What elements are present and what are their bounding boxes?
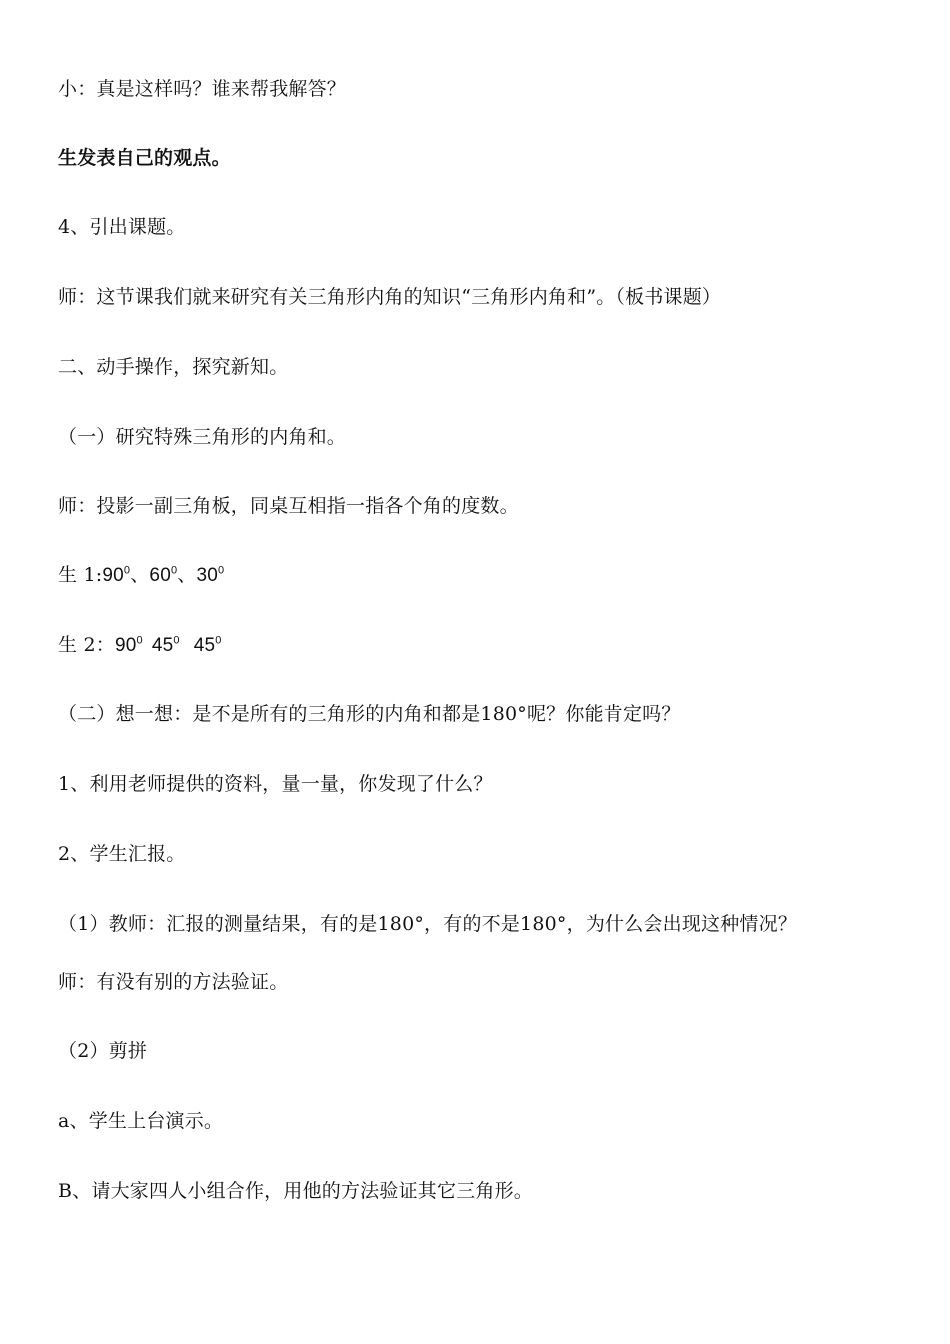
student-2-angle-3: 45 [193,635,216,656]
paragraph-students-express: 生发表自己的观点。 [58,147,231,169]
subsection-cut-and-paste: （2）剪拼 [58,1040,148,1062]
list-item-measure: 1、利用老师提供的资料，量一量，你发现了什么？ [58,773,493,795]
list-item-group-work: B、请大家四人小组合作，用他的方法验证其它三角形。 [58,1180,533,1202]
paragraph-student-2 [58,633,222,658]
subsection-special-triangles: （一）研究特殊三角形的内角和。 [58,426,347,448]
paragraph-other-method: 师：有没有别的方法验证。 [58,971,289,993]
paragraph-teacher-topic: 师：这节课我们就来研究有关三角形内角的知识“三角形内角和”。（板书课题） [58,286,722,308]
student-1-sup-1: 0 [123,564,131,577]
student-1-prefix: 生 1: [58,564,103,586]
student-1-angle-2: 60 [149,565,171,586]
list-item-demo: a、学生上台演示。 [58,1110,224,1132]
student-2-sup-3: 0 [215,634,222,647]
section-heading-hands-on: 二、动手操作，探究新知。 [58,356,289,378]
student-1-sup-3: 0 [218,564,225,577]
list-item-report: 2、学生汇报。 [58,843,186,865]
student-1-sep-2: 、 [177,564,197,586]
paragraph-question: 小：真是这样吗？谁来帮我解答？ [58,78,347,100]
student-1-angle-3: 30 [196,565,219,586]
student-2-angle-2: 45 [151,635,174,656]
paragraph-student-1 [58,563,224,588]
student-1-sup-2: 0 [170,564,178,577]
student-1-angle-1: 90 [102,565,124,586]
student-2-angle-1: 90 [114,635,137,656]
subsection-think: （二）想一想：是不是所有的三角形的内角和都是180°呢？你能肯定吗？ [58,703,681,725]
student-2-prefix: 生 2： [58,634,115,656]
student-2-sup-2: 0 [173,634,180,647]
paragraph-teacher-results: （1）教师：汇报的测量结果，有的是180°，有的不是180°，为什么会出现这种情况？ [58,913,798,935]
paragraph-teacher-project: 师：投影一副三角板，同桌互相指一指各个角的度数。 [58,495,519,517]
paragraph-introduce-topic: 4、引出课题。 [58,216,186,238]
student-1-sep-1: 、 [130,564,150,586]
student-2-sup-1: 0 [136,634,143,647]
